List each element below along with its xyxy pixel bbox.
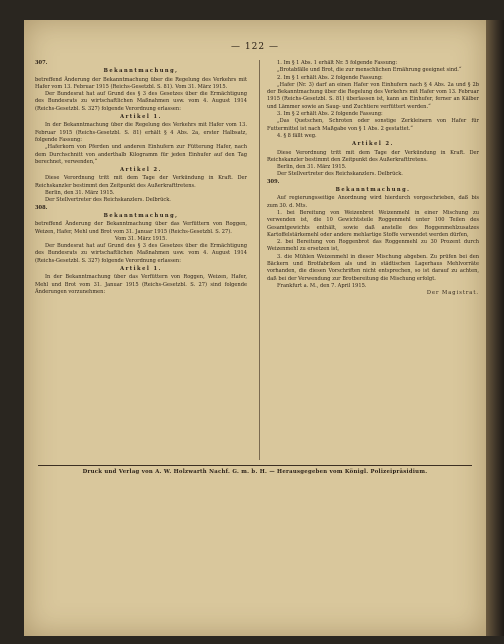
item-number: 309.: [267, 178, 280, 185]
paragraph: Der Stellvertreter des Reichskanzlers. Delbrück.: [277, 171, 403, 178]
paragraph: 2. bei Bereitung von Roggenbrot das Roggenmehl zu 30 Prozent durch Weizenmehl zu ersetzen ist,: [267, 239, 479, 253]
paragraph: „Das Quetschen, Schroten oder sonstige Zerkleinern von Hafer für Futtermittel ist nach Maßgabe von § 1 Abs. 2 gestattet.“: [267, 118, 479, 132]
paragraph: Der Stellvertreter des Reichskanzlers. Delbrück.: [45, 197, 171, 204]
document-page: [24, 20, 486, 636]
paragraph: Auf regierungsseitige Anordnung wird hierdurch vorgeschrieben, daß bis zum 30. d. Mts.: [267, 195, 479, 209]
page-number: — 122 —: [231, 42, 279, 52]
paragraph: Berlin, den 31. März 1915.: [277, 164, 347, 171]
paragraph: betreffend Änderung der Bekanntmachung über das Verfüttern von Roggen, Weizen, Hafer, Mehl und Brot vom 31. Januar 1915 (Reichs-Gesetzbl. S. 27).: [35, 221, 247, 235]
paragraph: 3. die Mühlen Weizenmehl in dieser Mischung abgeben. Zu prüfen bei den Bäckern und Brotfabriken als und in städtischen Lagerhaus Mehlvorräte vorhanden, die diesen Vorschriften nicht entsprechen, so ist darauf zu achten, daß bei der Verwendung zur Brotbereitung die Mischung erfolgt.: [267, 253, 479, 282]
paragraph: In der Bekanntmachung über das Verfüttern von Roggen, Weizen, Hafer, Mehl und Brot vom 31. Januar 1915 (Reichs-Gesetzbl. S. 27) sind folgende Änderungen vorzunehmen:: [35, 274, 247, 295]
paragraph: „Brotabfälle und Brot, die zur menschlichen Ernährung geeignet sind.“: [277, 67, 462, 74]
paragraph: Diese Verordnung tritt mit dem Tage der Verkündung in Kraft. Der Reichskanzler bestimmt den Zeitpunkt des Außerkrafttretens.: [267, 149, 479, 163]
paragraph: betreffend Änderung der Bekanntmachung über die Regelung des Verkehrs mit Hafer vom 13. Februar 1915 (Reichs-Gesetzbl. S. 81). Vom 31. März 1915.: [35, 76, 247, 90]
paragraph: 2. Im § 1 erhält Abs. 2 folgende Fassung:: [277, 74, 383, 81]
paragraph: Frankfurt a. M., den 7. April 1915.: [277, 282, 367, 289]
column-divider: [259, 60, 260, 460]
paragraph: Der Bundesrat hat auf Grund des § 3 des Gesetzes über die Ermächtigung des Bundesrats zu wirtschaftlichen Maßnahmen usw. vom 4. August 1914 (Reichs-Gesetzbl. S. 327) folgende Verordnung erlassen:: [35, 91, 247, 112]
imprint-footer: Druck und Verlag von A. W. Holzwarth Nachf. G. m. b. H. — Herausgegeben vom Königl. Polizeipräsidium.: [82, 469, 428, 475]
paragraph: Vom 31. März 1915.: [114, 235, 168, 242]
paragraph: Der Bundesrat hat auf Grund des § 3 des Gesetzes über die Ermächtigung des Bundesrats zu wirtschaftlichen Maßnahmen usw. vom 4. August 1914 (Reichs-Gesetzbl. S. 327) folgende Verordnung erlassen:: [35, 243, 247, 264]
paragraph: 3. Im § 2 erhält Abs. 2 folgende Fassung:: [277, 111, 383, 118]
paragraph: 1. bei Bereitung von Weizenbrot Weizenmehl in einer Mischung zu verwenden ist, die 10 Gewichtsteile Roggenmehl unter 100 Teilen des Gesamtgewichts enthält, sowie daß anstelle des Roggenmehlzusatzes Kartoffelstärkemehl oder andere mehlartige Stoffe verwendet werden dürfen,: [267, 209, 479, 238]
right-column: [267, 60, 479, 298]
paragraph: „Haferkorn von Pferden und anderen Einhufern zur Fütterung Hafer, nach dem Durchschnitt von anderthalb Kilogramm für jeden Einhufer auf den Tag berechnet, verwenden,“: [35, 144, 247, 165]
paragraph: „Hafer (Nr. 3) darf an einen Hafer von Einhufern nach § 4 Abs. 2a und § 2b der Bekanntmachung über die Regelung des Verkehrs mit Hafer vom 13. Februar 1915 (Reichs-Gesetzbl. S. 81) überlassen ist, kann an Einhufer, ferner an Kälber und Lämmer sowie an Saug- und Zuchtiere verfüttert werden.“: [267, 81, 479, 110]
section-heading: Artikel 2.: [120, 167, 162, 174]
section-heading: Bekanntmachung,: [103, 68, 179, 75]
section-heading: Artikel 1.: [120, 266, 162, 273]
section-heading: Artikel 2.: [352, 141, 394, 148]
item-number: 308.: [35, 204, 48, 211]
footer-rule: [38, 465, 472, 466]
section-heading: Bekanntmachung,: [103, 212, 179, 219]
left-column: [35, 60, 247, 296]
paragraph: Diese Verordnung tritt mit dem Tage der Verkündung in Kraft. Der Reichskanzler bestimmt den Zeitpunkt des Außerkrafttretens.: [35, 175, 247, 189]
paragraph: 4. § 8 fällt weg.: [277, 132, 317, 139]
paragraph: 1. Im § 1 Abs. 1 erhält Nr. 5 folgende Fassung:: [277, 60, 398, 66]
section-heading: Artikel 1.: [120, 114, 162, 121]
paragraph: In der Bekanntmachung über die Regelung des Verkehrs mit Hafer vom 13. Februar 1915 (Reichs-Gesetzbl. S. 81) erhält § 4 Abs. 2a, erster Halbsatz, folgende Fassung:: [35, 122, 247, 143]
book-binding-edge: [486, 20, 504, 636]
section-heading: Bekanntmachung.: [335, 187, 411, 194]
item-number: 307.: [35, 60, 48, 66]
paragraph: Berlin, den 31. März 1915.: [45, 190, 115, 197]
signature: Der Magistrat.: [426, 290, 479, 297]
